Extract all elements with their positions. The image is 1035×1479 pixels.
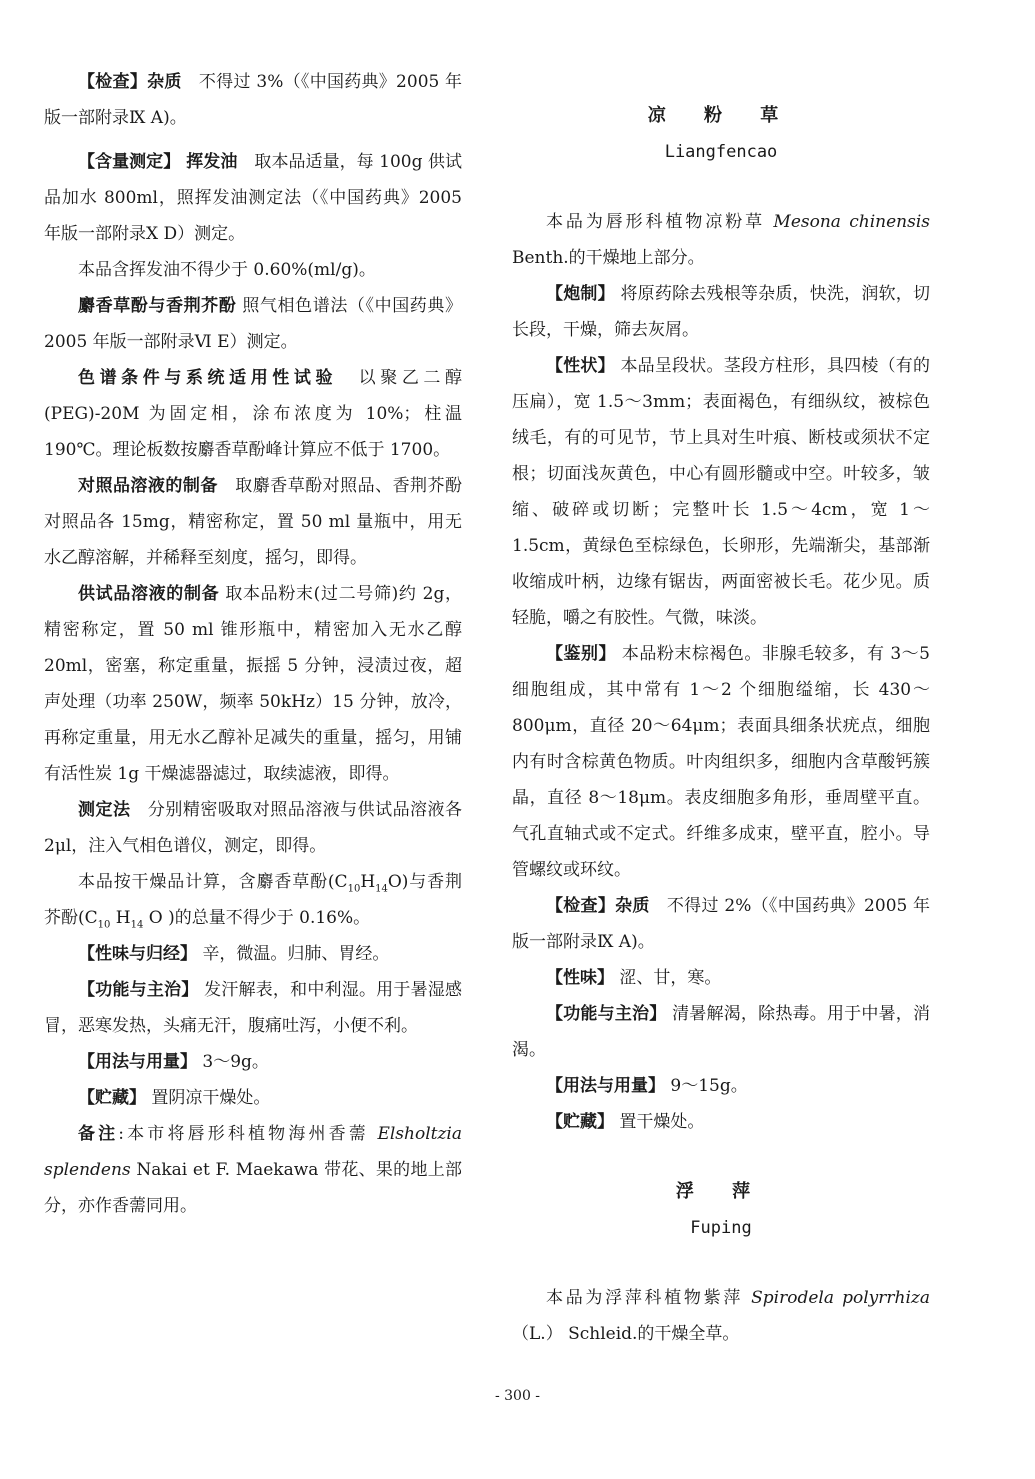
section-label: 【检查】杂质 [546, 896, 650, 916]
section-label: 【功能与主治】 [78, 980, 199, 1000]
text-fragment: H [110, 908, 131, 928]
text-fragment: 本品按干燥品计算，含麝香草酚(C [78, 872, 348, 892]
paragraph-text: 取麝香草酚对照品、香荆芥酚对照品各 15mg，精密称定，置 50 ml 量瓶中，用无水乙醇溶解，并稀释至刻度，摇匀，即得。 [44, 476, 463, 568]
paragraph-text: 本品为唇形科植物凉粉草 [546, 212, 774, 232]
paragraph-text: 照气相色谱法（《中国药典》2005 年版一部附录Ⅵ E）测定。 [44, 296, 462, 352]
note-paragraph [44, 1116, 462, 1224]
source-paragraph [512, 204, 930, 276]
paragraph-text: 本品呈段状。茎段方柱形，具四棱（有的压扁），宽 1.5～3mm；表面褐色，有细纵纹，被棕色绒毛，有的可见节，节上具对生叶痕、断枝或须状不定根；切面浅灰黄色，中心有圆形髓或中空。叶较多，皱缩、破碎或切断；完整叶长 1.5～4cm，宽 1～1.5cm，黄绿色至棕绿色，长卵形，先端渐尖，基部渐收缩成叶柄，边缘有锯齿，两面密被长毛。花少见。质轻脆，嚼之有胶性。气微，味淡。 [512, 356, 931, 628]
dosage-paragraph [512, 1068, 930, 1104]
section-label: 【含量测定】 挥发油 [78, 152, 238, 172]
subscript: 10 [97, 919, 111, 931]
reference-solution-paragraph [44, 468, 462, 576]
paragraph-text: 发汗解表，和中利湿。用于暑湿感冒，恶寒发热，头痛无汗，腹痛吐泻，小便不利。 [44, 980, 463, 1036]
section-label: 【性味与归经】 [78, 944, 197, 964]
latin-name: Spirodela polyrrhiza [751, 1288, 930, 1308]
monograph-title: 浮 萍 [675, 1181, 767, 1202]
paragraph-text: 取本品粉末(过二号筛)约 2g，精密称定，置 50 ml 锥形瓶中，精密加入无水乙醇 20ml，密塞，称定重量，振摇 5 分钟，浸渍过夜，超声处理（功率 250W，频率 50kHz）15 分钟，放冷，再称定重量，用无水乙醇补足减失的重量，摇匀，用铺有活性炭 1g 干燥滤器滤过，取续滤液，即得。 [44, 584, 462, 784]
section-label: 【炮制】 [546, 284, 615, 304]
section-label: 备注 [78, 1124, 119, 1144]
latin-name: Elsholtzia splendens [44, 1124, 462, 1180]
function-paragraph [512, 996, 930, 1068]
paragraph-text: 不得过 2%（《中国药典》2005 年版一部附录Ⅸ A)。 [512, 896, 930, 952]
section-label: 【贮藏】 [546, 1112, 614, 1132]
paragraph-text: :本市将唇形科植物海州香薷 [118, 1124, 378, 1144]
monograph-pinyin: Fuping [690, 1218, 752, 1238]
paragraph-text: Benth.的干燥地上部分。 [512, 248, 705, 268]
assay-paragraph [44, 144, 462, 252]
paragraph-text: 本品为浮萍科植物紫萍 [546, 1288, 752, 1308]
subscript: 10 [347, 883, 361, 895]
dosage-paragraph [44, 1044, 462, 1080]
paragraph-text: Nakai et F. Maekawa 带花、果的地上部分，亦作香薷同用。 [44, 1160, 462, 1216]
paragraph-text: 将原药除去残根等杂质，快洗，润软，切长段，干燥，筛去灰屑。 [512, 284, 931, 340]
paragraph-text: 置阴凉干燥处。 [146, 1088, 271, 1108]
right-column [512, 64, 930, 1352]
paragraph-text: 不得过 3%（《中国药典》2005 年版一部附录Ⅸ A)。 [44, 72, 462, 128]
latin-name: Mesona chinensis [773, 212, 931, 232]
content-limit-paragraph [44, 864, 462, 936]
paragraph-text: 9～15g。 [665, 1076, 748, 1096]
section-label: 【用法与用量】 [78, 1052, 197, 1072]
monograph-pinyin: Liangfencao [664, 142, 778, 162]
paragraph-text: 分别精密吸取对照品溶液与供试品溶液各 2μl，注入气相色谱仪，测定，即得。 [44, 800, 463, 856]
paragraph-text: 置干燥处。 [614, 1112, 705, 1132]
description-paragraph [512, 348, 930, 636]
chromatography-paragraph [44, 360, 462, 468]
paragraph-text: 本品含挥发油不得少于 0.60%(ml/g)。 [78, 260, 376, 280]
paragraph-text: 3～9g。 [197, 1052, 269, 1072]
storage-paragraph [512, 1104, 930, 1140]
left-column [44, 64, 462, 1224]
nature-paragraph [44, 936, 462, 972]
subscript: 14 [130, 919, 144, 931]
section-label: 【鉴别】 [546, 644, 617, 664]
storage-paragraph [44, 1080, 462, 1116]
procedure-paragraph [44, 792, 462, 864]
section-label: 【功能与主治】 [546, 1004, 667, 1024]
paragraph-text: 涩、甘，寒。 [614, 968, 722, 988]
inspection-paragraph [512, 888, 930, 960]
paragraph-text: （L.） Schleid.的干燥全草。 [512, 1324, 740, 1344]
identification-paragraph [512, 636, 930, 888]
section-label: 【贮藏】 [78, 1088, 146, 1108]
function-paragraph [44, 972, 462, 1044]
monograph-title: 凉 粉 草 [647, 105, 795, 126]
text-fragment: O )的总量不得少于 0.16%。 [143, 908, 371, 928]
text-fragment: O)与香荆芥酚(C [44, 872, 463, 928]
section-label: 【检查】杂质 [78, 72, 182, 92]
section-label: 对照品溶液的制备 [78, 476, 218, 496]
inspection-paragraph [44, 64, 462, 136]
text-fragment: H [360, 872, 376, 892]
volatile-oil-limit [44, 252, 462, 288]
section-label: 【用法与用量】 [546, 1076, 665, 1096]
paragraph-text: 辛，微温。归肺、胃经。 [197, 944, 390, 964]
section-label: 【性味】 [546, 968, 614, 988]
nature-paragraph [512, 960, 930, 996]
processing-paragraph [512, 276, 930, 348]
thymol-paragraph [44, 288, 462, 360]
paragraph-text: 本品粉末棕褐色。非腺毛较多，有 3～5 细胞组成，其中常有 1～2 个细胞缢缩，长 430～800μm，直径 20～64μm；表面具细条状疣点，细胞内有时含棕黄色物质。叶肉组织多，细胞内含草酸钙簇晶，直径 8～18μm。表皮细胞多角形，垂周壁平直。气孔直轴式或不定式。纤维多成束，壁平直，腔小。导管螺纹或环纹。 [512, 644, 930, 880]
section-label: 【性状】 [546, 356, 615, 376]
subscript: 14 [375, 883, 388, 895]
paragraph-text: 取本品适量，每 100g 供试品加水 800ml，照挥发油测定法（《中国药典》2005 年版一部附录Ⅹ D）测定。 [44, 152, 463, 244]
test-solution-paragraph [44, 576, 462, 792]
paragraph-text: 以聚乙二醇(PEG)-20M 为固定相，涂布浓度为 10%；柱温 190℃。理论板数按麝香草酚峰计算应不低于 1700。 [44, 368, 463, 460]
paragraph-text: 清暑解渴，除热毒。用于中暑，消渴。 [512, 1004, 931, 1060]
page-number: - 300 - [494, 1388, 541, 1404]
section-label: 测定法 [78, 800, 131, 820]
section-label: 麝香草酚与香荆芥酚 [78, 296, 237, 316]
section-label: 色谱条件与系统适用性试验 [78, 368, 338, 388]
source-paragraph [512, 1280, 930, 1352]
section-label: 供试品溶液的制备 [78, 584, 220, 604]
